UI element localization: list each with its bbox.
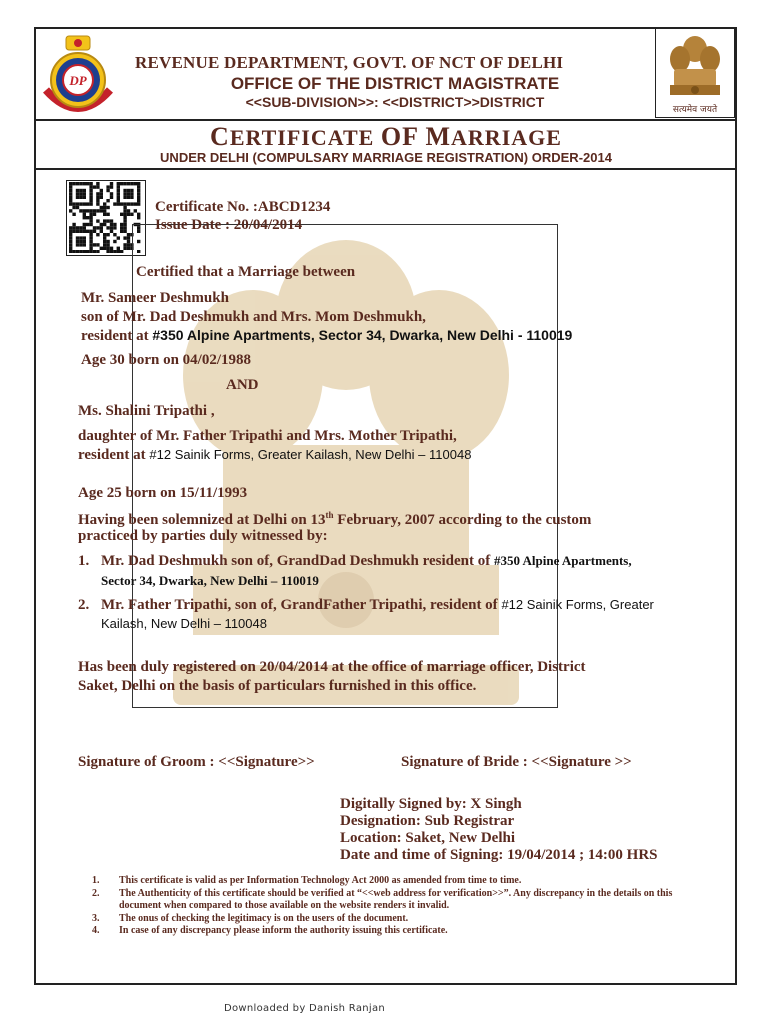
- signing-datetime: Date and time of Signing: 19/04/2014 ; 14:00 HRS: [340, 847, 658, 863]
- note-item: 3. The onus of checking the legitimacy is on the users of the document.: [92, 912, 409, 924]
- witness-2-number: 2.: [78, 597, 90, 613]
- bride-age: Age 25 born on 15/11/1993: [78, 485, 248, 501]
- national-emblem: [655, 28, 735, 118]
- certificate-number: Certificate No. :ABCD1234: [155, 199, 331, 215]
- location: Location: Saket, New Delhi: [340, 830, 515, 846]
- certificate-title: CERTIFICATE OF MARRIAGE: [210, 122, 562, 151]
- header-divider: [36, 119, 736, 121]
- groom-age: Age 30 born on 04/02/1988: [81, 352, 252, 368]
- police-logo: [38, 30, 118, 118]
- groom-signature: Signature of Groom : <<Signature>>: [78, 754, 315, 770]
- registration-line2: Saket, Delhi on the basis of particulars furnished in this office.: [78, 678, 477, 694]
- witness-1-address: Sector 34, Dwarka, New Delhi – 110019: [101, 573, 319, 588]
- solemnized-line2: practiced by parties duly witnessed by:: [78, 528, 328, 544]
- note-item: 4. In case of any discrepancy please inform the authority issuing this certificate.: [92, 925, 448, 936]
- witness-2-address: Kailash, New Delhi – 110048: [101, 616, 267, 631]
- emblem-motto: सत्यमेव जयते: [672, 105, 718, 115]
- note-item: 2. The Authenticity of this certificate should be verified at “<<web address for verification>>”. Any discrepancy in the details on this document when compared to those available on the website renders it invalid.: [92, 887, 673, 911]
- bride-name: Ms. Shalini Tripathi ,: [78, 403, 215, 419]
- certificate-subtitle: UNDER DELHI (COMPULSARY MARRIAGE REGISTRATION) ORDER-2014: [160, 150, 612, 165]
- title-divider: [36, 168, 736, 170]
- witness-2: Mr. Father Tripathi, son of, GrandFather Tripathi, resident of #12 Sainik Forms, Greater: [101, 597, 654, 613]
- and-text: AND: [226, 377, 259, 393]
- header-office: OFFICE OF THE DISTRICT MAGISTRATE: [230, 74, 560, 93]
- bride-parents: daughter of Mr. Father Tripathi and Mrs. Mother Tripathi,: [78, 428, 457, 444]
- groom-name: Mr. Sameer Deshmukh: [81, 290, 229, 306]
- svg-text:DP: DP: [69, 73, 87, 88]
- designation: Designation: Sub Registrar: [340, 813, 515, 829]
- intro-text: Certified that a Marriage between: [136, 264, 356, 280]
- bride-residence: resident at #12 Sainik Forms, Greater Kailash, New Delhi – 110048: [78, 447, 472, 463]
- groom-residence: resident at #350 Alpine Apartments, Sector 34, Dwarka, New Delhi - 110019: [81, 327, 573, 344]
- witness-1-number: 1.: [78, 553, 90, 569]
- registration-line1: Has been duly registered on 20/04/2014 at the office of marriage officer, District: [78, 659, 586, 675]
- header-district: <<SUB-DIVISION>>: <<DISTRICT>>DISTRICT: [245, 94, 545, 110]
- download-footer: Downloaded by Danish Ranjan: [224, 1003, 386, 1014]
- issue-date: Issue Date : 20/04/2014: [155, 217, 303, 233]
- notes-list: [92, 875, 692, 938]
- bride-signature: Signature of Bride : <<Signature >>: [401, 754, 632, 770]
- header-department: REVENUE DEPARTMENT, GOVT. OF NCT OF DELHI: [135, 53, 564, 72]
- groom-parents: son of Mr. Dad Deshmukh and Mrs. Mom Deshmukh,: [81, 309, 426, 325]
- solemnized-line1: Having been solemnized at Delhi on 13th February, 2007 according to the custom: [78, 510, 592, 528]
- witness-1: Mr. Dad Deshmukh son of, GrandDad Deshmukh resident of #350 Alpine Apartments,: [101, 553, 632, 569]
- signed-by: Digitally Signed by: X Singh: [340, 796, 522, 812]
- note-item: 1. This certificate is valid as per Information Technology Act 2000 as amended from time to time.: [92, 875, 522, 886]
